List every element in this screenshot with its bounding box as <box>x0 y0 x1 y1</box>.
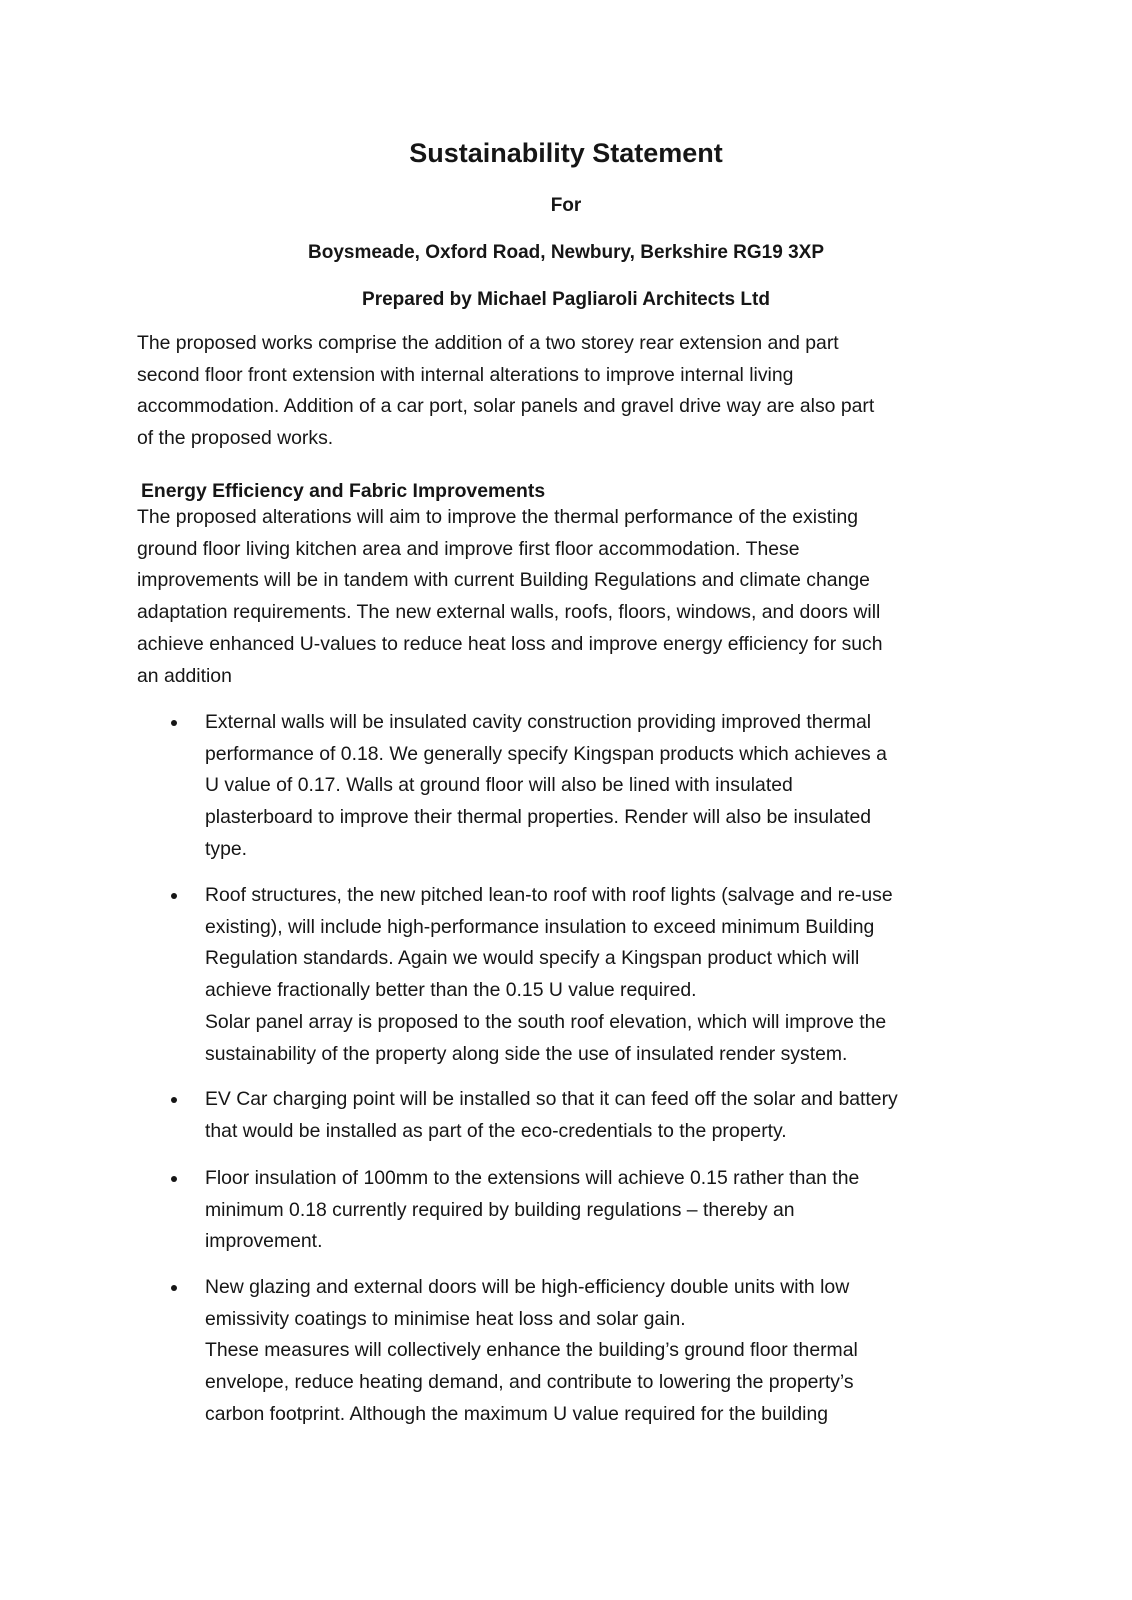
section-heading: Energy Efficiency and Fabric Improvements <box>141 480 546 502</box>
text-line: of the proposed works. <box>137 427 334 450</box>
text-line: that would be installed as part of the eco-credentials to the property. <box>205 1119 787 1142</box>
text-line: accommodation. Addition of a car port, solar panels and gravel drive way are also part <box>137 395 875 418</box>
bullet-item <box>205 880 893 1070</box>
text-line: second floor front extension with internal alterations to improve internal living <box>137 363 794 386</box>
text-line: emissivity coatings to minimise heat loss and solar gain. <box>205 1307 686 1330</box>
text-line: improvements will be in tandem with current Building Regulations and climate change <box>137 569 870 592</box>
text-line: New glazing and external doors will be high-efficiency double units with low <box>205 1276 850 1298</box>
text-line: ground floor living kitchen area and improve first floor accommodation. These <box>137 537 800 560</box>
text-line: EV Car charging point will be installed so that it can feed off the solar and battery <box>205 1088 898 1110</box>
text-line: adaptation requirements. The new external walls, roofs, floors, windows, and doors will <box>137 601 881 624</box>
text-line: The proposed alterations will aim to improve the thermal performance of the existing <box>137 506 859 528</box>
prepared-by: Prepared by Michael Pagliaroli Architects Ltd <box>362 289 770 310</box>
bullet-dot-icon <box>171 1285 177 1291</box>
text-line: achieve enhanced U-values to reduce heat loss and improve energy efficiency for such <box>137 632 883 655</box>
text-line: The proposed works comprise the addition of a two storey rear extension and part <box>137 332 839 354</box>
text-line: External walls will be insulated cavity construction providing improved thermal <box>205 711 872 733</box>
text-line: existing), will include high-performance insulation to exceed minimum Building <box>205 915 875 938</box>
bullet-dot-icon <box>171 893 177 899</box>
bullet-item <box>205 1163 859 1258</box>
text-line: type. <box>205 837 248 860</box>
text-line: improvement. <box>205 1230 323 1253</box>
for-label: For <box>550 195 582 216</box>
text-line: Regulation standards. Again we would specify a Kingspan product which will <box>205 947 860 970</box>
section-paragraph <box>137 502 883 692</box>
text-line: Roof structures, the new pitched lean-to roof with roof lights (salvage and re-use <box>205 884 893 906</box>
text-line: Floor insulation of 100mm to the extensions will achieve 0.15 rather than the <box>205 1167 860 1189</box>
text-line: minimum 0.18 currently required by building regulations – thereby an <box>205 1198 795 1221</box>
text-line: an addition <box>137 664 232 687</box>
bullet-dot-icon <box>171 1176 177 1182</box>
bullet-item <box>205 1084 898 1147</box>
text-line: envelope, reduce heating demand, and contribute to lowering the property’s <box>205 1371 854 1394</box>
text-line: These measures will collectively enhance the building’s ground floor thermal <box>205 1339 858 1362</box>
bullet-dot-icon <box>171 1097 177 1103</box>
text-line: carbon footprint. Although the maximum U value required for the building <box>205 1402 829 1425</box>
text-line: achieve fractionally better than the 0.15 U value required. <box>205 979 697 1002</box>
bullet-item <box>205 1272 858 1431</box>
bullet-item <box>205 707 887 866</box>
text-line: performance of 0.18. We generally specify Kingspan products which achieves a <box>205 742 887 765</box>
text-line: sustainability of the property along side the use of insulated render system. <box>205 1042 848 1065</box>
text-line: Solar panel array is proposed to the south roof elevation, which will improve the <box>205 1010 887 1033</box>
bullet-dot-icon <box>171 720 177 726</box>
text-line: U value of 0.17. Walls at ground floor will also be lined with insulated <box>205 774 793 797</box>
intro-paragraph <box>137 328 874 455</box>
text-line: plasterboard to improve their thermal properties. Render will also be insulated <box>205 806 872 829</box>
site-address: Boysmeade, Oxford Road, Newbury, Berkshire RG19 3XP <box>308 242 824 263</box>
document-title: Sustainability Statement <box>409 138 723 168</box>
